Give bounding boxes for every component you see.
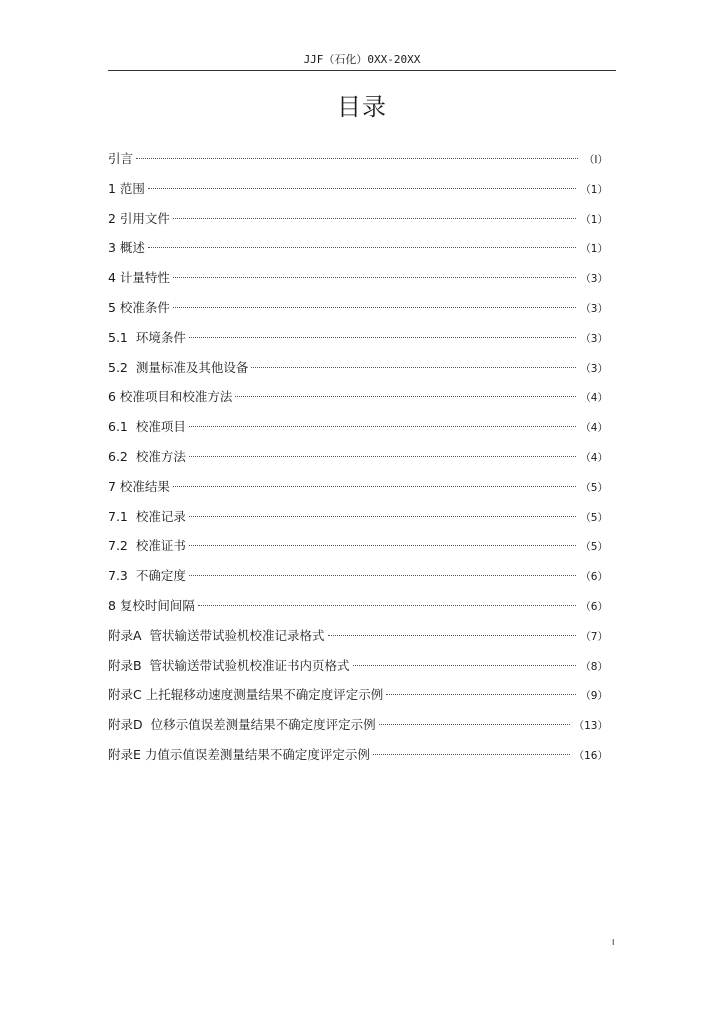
toc-entry-page: （1）: [580, 183, 608, 196]
toc-entry-page: （3）: [580, 332, 608, 345]
toc-entry[interactable]: [108, 651, 608, 681]
toc-entry[interactable]: [108, 740, 608, 770]
toc-entry-label: 7.1 校准记录: [108, 508, 186, 524]
toc-entry[interactable]: [108, 263, 608, 293]
toc-dot-leader: [189, 516, 576, 517]
toc-dot-leader: [386, 694, 576, 695]
toc-entry-page: （1）: [580, 243, 608, 256]
toc-entry-page: （5）: [580, 541, 608, 554]
toc-dot-leader: [148, 188, 576, 189]
toc-entry-label: 附录B 管状输送带试验机校准证书内页格式: [108, 657, 350, 673]
toc-entry-page: （13）: [573, 720, 608, 733]
toc-dot-leader: [189, 545, 576, 546]
toc-entry[interactable]: [108, 472, 608, 502]
toc-entry[interactable]: [108, 412, 608, 442]
toc-entry[interactable]: [108, 591, 608, 621]
toc-entry-label: 6 校准项目和校准方法: [108, 389, 233, 405]
toc-entry-page: （9）: [580, 690, 608, 703]
toc-entry-page: （3）: [580, 273, 608, 286]
toc-entry[interactable]: [108, 174, 608, 204]
toc-entry-label: 4 计量特性: [108, 270, 170, 286]
toc-entry[interactable]: [108, 680, 608, 710]
toc-entry-label: 8 复校时间间隔: [108, 597, 195, 613]
toc-entry-label: 2 引用文件: [108, 210, 170, 226]
toc-entry-label: 1 范围: [108, 180, 145, 196]
header-rule: [108, 70, 616, 71]
toc-dot-leader: [235, 396, 576, 397]
toc-entry-label: 6.1 校准项目: [108, 419, 186, 435]
toc-entry-label: 引言: [108, 151, 134, 166]
toc-entry-page: （1）: [580, 213, 608, 226]
toc-entry-label: 7 校准结果: [108, 478, 170, 494]
toc-entry[interactable]: [108, 621, 608, 651]
toc-entry[interactable]: [108, 382, 608, 412]
toc-entry-page: （3）: [580, 362, 608, 375]
table-of-contents: [108, 144, 608, 770]
toc-entry-label: 附录E 力值示值误差测量结果不确定度评定示例: [108, 746, 370, 762]
toc-dot-leader: [353, 665, 577, 666]
toc-dot-leader: [173, 307, 576, 308]
toc-entry-label: 3 概述: [108, 240, 145, 256]
toc-entry[interactable]: [108, 293, 608, 323]
toc-entry-page: （5）: [580, 511, 608, 524]
toc-entry-page: （7）: [580, 630, 608, 643]
toc-dot-leader: [373, 754, 570, 755]
toc-dot-leader: [136, 158, 578, 159]
toc-entry-page: （I）: [583, 154, 608, 166]
toc-entry-label: 7.2 校准证书: [108, 538, 186, 554]
toc-entry-page: （5）: [580, 481, 608, 494]
toc-entry[interactable]: [108, 204, 608, 234]
toc-dot-leader: [148, 247, 576, 248]
toc-entry-page: （3）: [580, 302, 608, 315]
toc-entry[interactable]: [108, 710, 608, 740]
toc-entry-page: （8）: [580, 660, 608, 673]
toc-entry[interactable]: [108, 561, 608, 591]
toc-entry[interactable]: [108, 502, 608, 532]
toc-entry-label: 7.3 不确定度: [108, 568, 186, 584]
toc-entry-label: 5 校准条件: [108, 299, 170, 315]
toc-entry[interactable]: [108, 323, 608, 353]
toc-entry-page: （6）: [580, 571, 608, 584]
page-title: 目录: [337, 93, 387, 121]
toc-entry[interactable]: [108, 144, 608, 174]
toc-entry-page: （16）: [573, 749, 608, 762]
toc-entry[interactable]: [108, 531, 608, 561]
toc-entry-page: （4）: [580, 392, 608, 405]
toc-dot-leader: [173, 277, 576, 278]
toc-entry-label: 附录A 管状输送带试验机校准记录格式: [108, 627, 325, 643]
running-header: JJF（石化）0XX-20XX: [303, 53, 421, 66]
toc-dot-leader: [328, 635, 577, 636]
toc-dot-leader: [189, 575, 576, 576]
toc-entry-page: （6）: [580, 600, 608, 613]
toc-dot-leader: [189, 456, 576, 457]
toc-entry-label: 5.2 测量标准及其他设备: [108, 359, 249, 375]
toc-entry-label: 附录C 上托辊移动速度测量结果不确定度评定示例: [108, 687, 384, 703]
toc-entry-label: 5.1 环境条件: [108, 329, 186, 345]
toc-entry-label: 附录D 位移示值误差测量结果不确定度评定示例: [108, 717, 376, 733]
toc-entry-label: 6.2 校准方法: [108, 448, 186, 464]
toc-dot-leader: [379, 724, 570, 725]
toc-entry-page: （4）: [580, 451, 608, 464]
toc-dot-leader: [173, 486, 576, 487]
page-number: I: [612, 938, 615, 947]
toc-entry[interactable]: [108, 353, 608, 383]
toc-dot-leader: [198, 605, 576, 606]
toc-entry-page: （4）: [580, 422, 608, 435]
toc-dot-leader: [173, 218, 576, 219]
toc-entry[interactable]: [108, 442, 608, 472]
toc-dot-leader: [189, 426, 576, 427]
toc-dot-leader: [189, 337, 576, 338]
toc-entry[interactable]: [108, 233, 608, 263]
toc-dot-leader: [251, 367, 576, 368]
